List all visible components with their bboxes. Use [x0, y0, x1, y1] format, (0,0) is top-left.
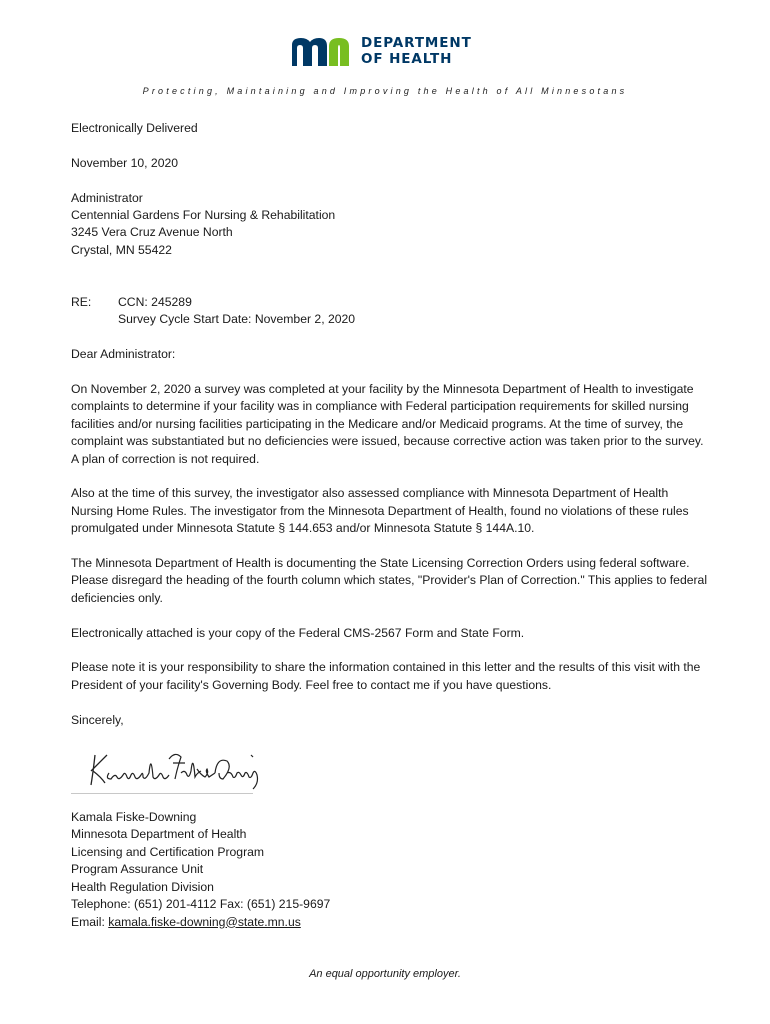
logo-line-1: DEPARTMENT	[361, 35, 472, 51]
logo-line-2: OF HEALTH	[361, 51, 453, 67]
email-link[interactable]: kamala.fiske-downing@state.mn.us	[108, 914, 301, 929]
body-paragraph: The Minnesota Department of Health is documenting the State Licensing Correction Orders using federal software. Please disregard the heading of the fourth column which states, "Provider's Plan of Correction." This applies to federal deficiencies only.	[71, 556, 708, 605]
re-block	[71, 294, 711, 329]
sender-email-row	[71, 914, 711, 931]
salutation: Dear Administrator:	[71, 347, 176, 362]
re-survey-date: Survey Cycle Start Date: November 2, 2020	[118, 312, 356, 327]
address-line: Administrator	[71, 190, 143, 205]
footer-text: An equal opportunity employer.	[309, 968, 461, 980]
sender-line: Program Assurance Unit	[71, 862, 204, 877]
sender-phone: Telephone: (651) 201-4112 Fax: (651) 215-9697	[71, 897, 331, 912]
re-label: RE:	[71, 295, 92, 310]
letter-body	[71, 120, 711, 931]
sender-line: Minnesota Department of Health	[71, 827, 247, 842]
sender-line: Licensing and Certification Program	[71, 844, 265, 859]
sender-info	[71, 809, 711, 931]
delivery-method: Electronically Delivered	[71, 121, 198, 135]
body-paragraph: Also at the time of this survey, the investigator also assessed compliance with Minnesota Department of Health Nursing Home Rules. The investigator from the Minnesota Department of Health, found no violations of these rules promulgated under Minnesota Statute § 144.653 and/or Minnesota Statute § 144A.10.	[71, 486, 689, 536]
letter-date: November 10, 2020	[71, 155, 179, 170]
recipient-address	[71, 190, 711, 260]
body-paragraph: On November 2, 2020 a survey was completed at your facility by the Minnesota Department of Health to investigate complaints to determine if your facility was in compliance with Federal participation requirements for skilled nursing facilities and/or nursing facilities participating in the Medicare and/or Medicaid programs. At the time of survey, the complaint was substantiated but no deficiencies were issued, because corrective action was taken prior to the survey. A plan of correction is not required.	[71, 382, 704, 466]
address-line: 3245 Vera Cruz Avenue North	[71, 225, 233, 240]
email-label: Email:	[71, 914, 109, 929]
mdh-logo	[289, 34, 484, 70]
re-ccn: CCN: 245289	[118, 295, 192, 310]
closing: Sincerely,	[71, 712, 124, 727]
signature-block	[71, 739, 711, 795]
mn-logo-mark-icon	[289, 36, 353, 66]
re-details	[118, 294, 355, 329]
sender-line: Health Regulation Division	[71, 879, 214, 894]
body-paragraph: Electronically attached is your copy of the Federal CMS-2567 Form and State Form.	[71, 625, 525, 640]
signature-line	[71, 793, 253, 794]
body-paragraph: Please note it is your responsibility to share the information contained in this letter and the results of this visit with the President of your facility's Governing Body. Feel free to contact me if you have questions.	[71, 660, 701, 692]
tagline: Protecting, Maintaining and Improving the Health of All Minnesotans	[142, 86, 628, 96]
logo-text	[361, 35, 472, 67]
sender-line: Kamala Fiske-Downing	[71, 810, 197, 825]
address-line: Crystal, MN 55422	[71, 242, 172, 257]
address-line: Centennial Gardens For Nursing & Rehabilitation	[71, 208, 336, 222]
handwritten-signature	[77, 733, 267, 793]
